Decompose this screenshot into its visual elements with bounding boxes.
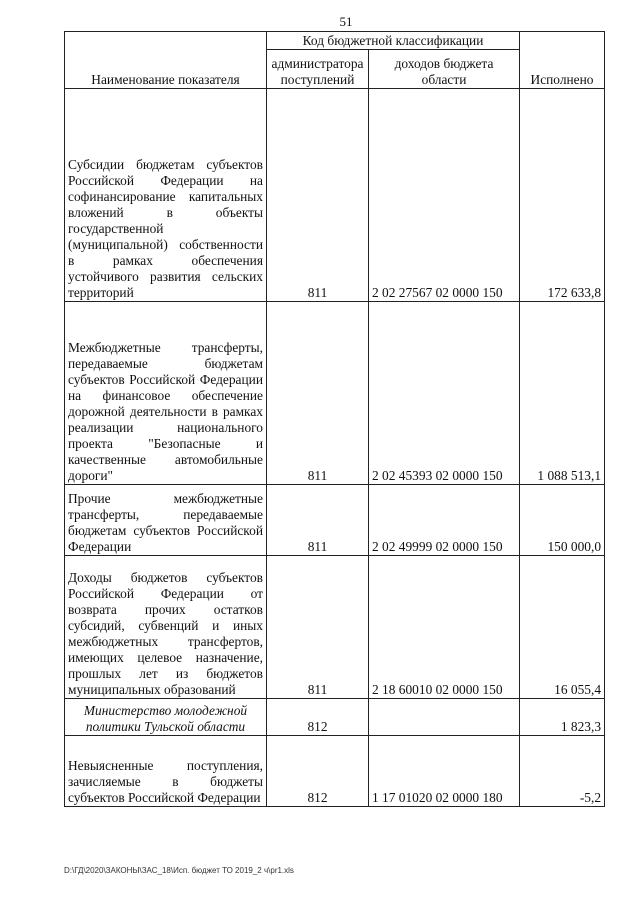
header-admin: администратора поступлений (267, 50, 369, 89)
row-income-code: 2 02 45393 02 0000 150 (369, 302, 520, 485)
row-income-code: 1 17 01020 02 0000 180 (369, 736, 520, 807)
row-name: Доходы бюджетов субъектов Российской Федерации от возврата прочих остатков субсидий, субвенций и иных межбюджетных трансфертов, имеющих целевое назначение, прошлых лет из бюджетов муниципальных образований (65, 556, 267, 699)
row-admin-code: 811 (267, 485, 369, 556)
row-admin-code: 812 (267, 736, 369, 807)
row-admin-code: 811 (267, 89, 369, 302)
header-code-group: Код бюджетной классификации (267, 32, 520, 50)
header-name: Наименование показателя (65, 32, 267, 89)
table-row (65, 89, 605, 302)
row-amount: 1 823,3 (520, 699, 605, 736)
row-admin-code: 811 (267, 556, 369, 699)
row-admin-code: 811 (267, 302, 369, 485)
table-row (65, 302, 605, 485)
header-row (65, 32, 605, 50)
section-title: Министерство молодежной политики Тульской области (65, 699, 267, 736)
table-row (65, 736, 605, 807)
row-income-code: 2 02 49999 02 0000 150 (369, 485, 520, 556)
row-amount: 172 633,8 (520, 89, 605, 302)
row-admin-code: 812 (267, 699, 369, 736)
row-name: Межбюджетные трансферты, передаваемые бюджетам субъектов Российской Федерации на финансовое обеспечение дорожной деятельности в рамках реализации национального проекта "Безопасные и качественные автомобильные дороги" (65, 302, 267, 485)
row-amount: 1 088 513,1 (520, 302, 605, 485)
file-path-footer: D:\ГД\2020\ЗАКОНЫ\ЗАС_18\Исп. бюджет ТО 2019_2 ч\pr1.xls (64, 866, 294, 875)
row-amount: 150 000,0 (520, 485, 605, 556)
row-name: Прочие межбюджетные трансферты, передаваемые бюджетам субъектов Российской Федерации (65, 485, 267, 556)
row-amount: 16 055,4 (520, 556, 605, 699)
row-income-code: 2 02 27567 02 0000 150 (369, 89, 520, 302)
budget-table (64, 31, 605, 807)
table-row (65, 556, 605, 699)
page-number: 51 (339, 14, 353, 29)
row-income-code: 2 18 60010 02 0000 150 (369, 556, 520, 699)
row-amount: -5,2 (520, 736, 605, 807)
table-row (65, 485, 605, 556)
row-name: Субсидии бюджетам субъектов Российской Федерации на софинансирование капитальных вложений в объекты государственной (муниципальной) собственности в рамках обеспечения устойчивого развития сельских территорий (65, 89, 267, 302)
header-done: Исполнено (520, 32, 605, 89)
row-income-code (369, 699, 520, 736)
row-name: Невыясненные поступления, зачисляемые в бюджеты субъектов Российской Федерации (65, 736, 267, 807)
header-income: доходов бюджета области (369, 50, 520, 89)
table-row-section (65, 699, 605, 736)
